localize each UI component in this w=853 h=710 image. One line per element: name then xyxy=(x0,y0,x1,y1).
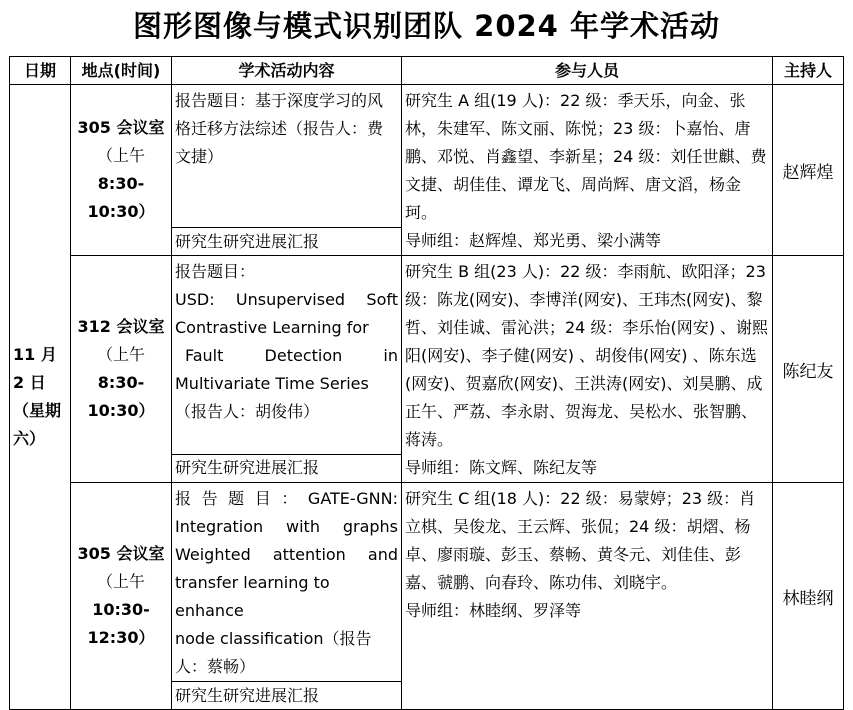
header-location: 地点(时间) xyxy=(71,57,172,85)
session-1-time-end: 10:30） xyxy=(87,202,155,221)
session-2-advisors: 导师组：陈文辉、陈纪友等 xyxy=(405,458,598,477)
session-1-participants-cell xyxy=(402,85,773,256)
session-3-topic-line-1: 报 告 题 目 ： GATE-GNN: xyxy=(175,489,398,508)
session-2-topic-line-1: 报告题目： xyxy=(175,262,256,281)
session-2-time-open: （上午 xyxy=(96,345,145,364)
session-3-participants: 研究生 C 组(18 人)：22 级：易蒙婷；23 级：肖立棋、吴俊龙、王云辉、张侃；24 级：胡熠、杨卓、廖雨璇、彭玉、蔡畅、黄冬元、刘佳佳、彭嘉、虢鹏、向春玲、陈功伟、刘晓宇。 xyxy=(405,489,756,592)
session-2-topic-line-5: Multivariate Time Series（报告人：胡俊伟） xyxy=(175,374,369,421)
session-2-topic xyxy=(172,256,402,455)
session-2-host: 陈纪友 xyxy=(773,256,844,483)
session-1-time-open: （上午 xyxy=(96,146,145,165)
header-row xyxy=(10,57,844,85)
session-3-location xyxy=(71,483,172,710)
session-2-time-end: 10:30） xyxy=(87,401,155,420)
session-1-time: 8:30- xyxy=(97,174,145,193)
session-1-advisors: 导师组：赵辉煌、郑光勇、梁小满等 xyxy=(405,231,662,250)
session-1-location xyxy=(71,85,172,256)
session-2-room: 312 会议室 xyxy=(77,317,165,336)
session-3-topic-line-2: Integration with graphs xyxy=(175,517,398,536)
session-2-participants-cell xyxy=(402,256,773,483)
header-date: 日期 xyxy=(10,57,71,85)
session-3-topic xyxy=(172,483,402,682)
session-1-row xyxy=(10,85,844,228)
session-1-host: 赵辉煌 xyxy=(773,85,844,256)
session-2-topic-line-4: Fault Detection in xyxy=(185,346,398,365)
session-3-participants-cell xyxy=(402,483,773,710)
schedule-table xyxy=(9,56,844,710)
header-content: 学术活动内容 xyxy=(172,57,402,85)
session-2-progress: 研究生研究进展汇报 xyxy=(172,454,402,482)
session-1-progress: 研究生研究进展汇报 xyxy=(172,228,402,256)
session-3-topic-line-4: transfer learning to enhance xyxy=(175,573,330,620)
session-3-time-open: （上午 xyxy=(96,572,145,591)
session-1-topic: 报告题目：基于深度学习的风格迁移方法综述（报告人：费文捷） xyxy=(172,85,402,228)
session-2-topic-line-2: USD: Unsupervised Soft xyxy=(175,290,398,309)
session-2-participants: 研究生 B 组(23 人)：22 级：李雨航、欧阳泽；23 级：陈龙(网安)、李博洋(网安)、王玮杰(网安)、黎哲、刘佳诚、雷沁洪；24 级：李乐怡(网安) 、谢熙阳(网安)、李子健(网安) 、胡俊伟(网安) 、陈东选(网安)、贺嘉欣(网安)、王洪涛(网安)、刘昊鹏、成正午、严荔、李永尉、贺海龙、吴松水、张智鹏、蒋涛。 xyxy=(405,262,769,449)
session-1-room: 305 会议室 xyxy=(77,118,165,137)
document-title: 图形图像与模式识别团队 2024 年学术活动 xyxy=(133,9,720,43)
session-3-topic-line-5: node classification（报告人：蔡畅） xyxy=(175,629,372,676)
session-1-participants: 研究生 A 组(19 人)：22 级：季天乐，向金、张林，朱建军、陈文丽、陈悦；23 级：卜嘉怡、唐鹏、邓悦、肖鑫望、李新星；24 级：刘任世麒、费文捷、胡佳佳、谭龙飞、周尚辉、唐文滔，杨金珂。 xyxy=(405,91,767,222)
session-2-topic-line-3: Contrastive Learning for xyxy=(175,318,369,337)
session-3-time-end: 12:30） xyxy=(87,628,155,647)
session-3-advisors: 导师组：林睦纲、罗泽等 xyxy=(405,601,582,620)
session-3-progress: 研究生研究进展汇报 xyxy=(172,682,402,710)
session-3-row xyxy=(10,483,844,682)
session-3-time: 10:30- xyxy=(92,600,150,619)
session-3-host: 林睦纲 xyxy=(773,483,844,710)
session-2-location xyxy=(71,256,172,483)
session-2-row xyxy=(10,256,844,455)
session-3-topic-line-3: Weighted attention and xyxy=(175,545,398,564)
session-2-time: 8:30- xyxy=(97,373,145,392)
header-participants: 参与人员 xyxy=(402,57,773,85)
session-3-room: 305 会议室 xyxy=(77,544,165,563)
header-host: 主持人 xyxy=(773,57,844,85)
date-cell: 11 月 2 日（星期六） xyxy=(10,85,71,710)
